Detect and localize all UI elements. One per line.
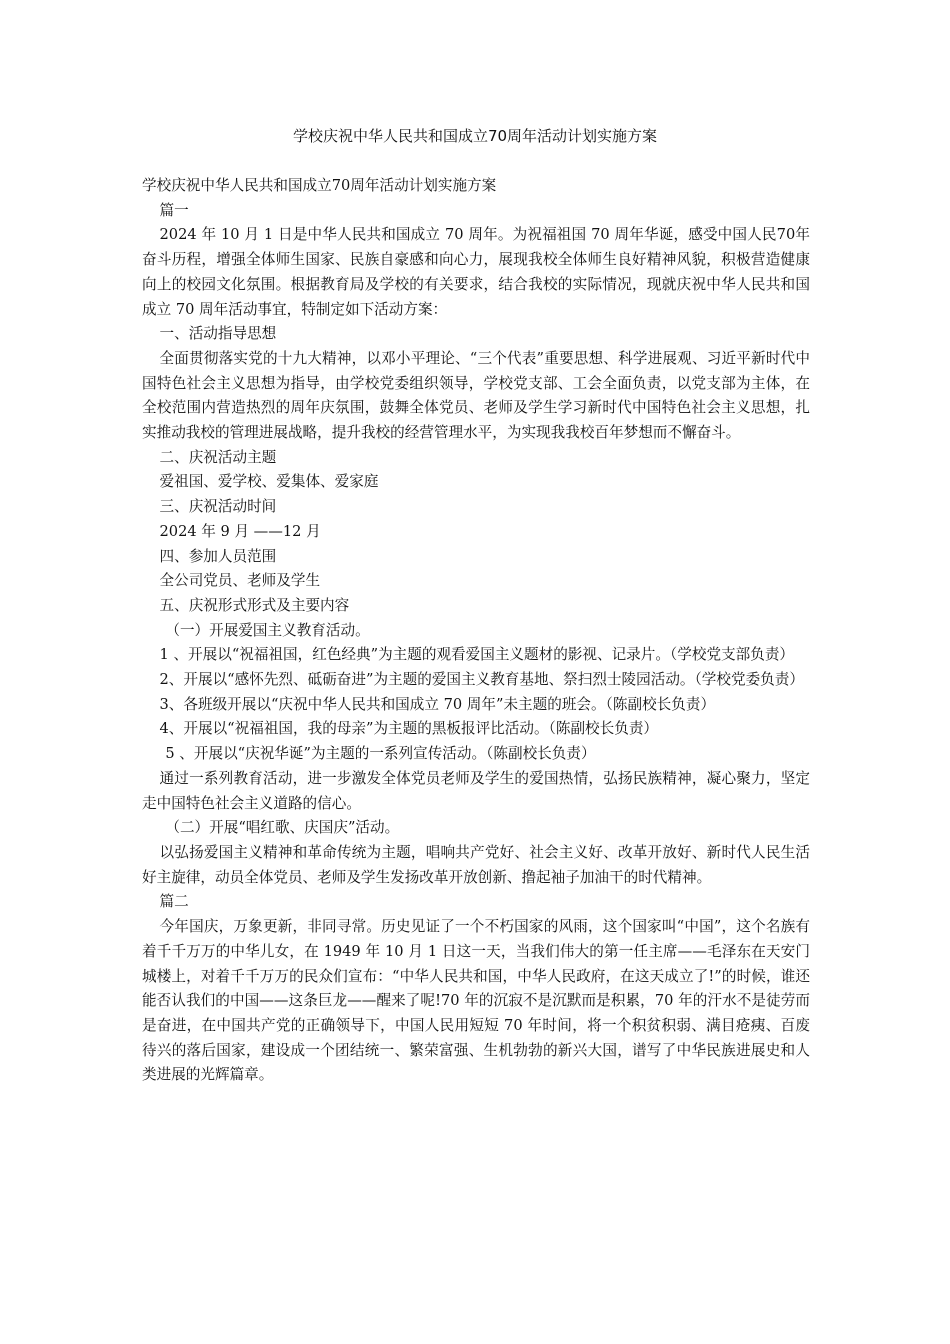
heading-forms-content: 五、庆祝形式形式及主要内容 — [159, 596, 350, 614]
heading-activity-time: 三、庆祝活动时间 — [159, 498, 277, 516]
guiding-ideology-paragraph: 全面贯彻落实党的十九大精神，以邓小平理论、“三个代表”重要思想、科学进展观、习近平新时代中国特色社会主义思想为指导，由学校党委组织领导，学校党支部、工会全面负责，以党支部为主体，在全校范围内营造热烈的周年庆氛围，鼓舞全体党员、老师及学生学习新时代中国特色社会主义思想，扎实推动我校的管理进展战略，提升我校的经营管理水平，为实现我我校百年梦想而不懈奋斗。 — [142, 349, 810, 442]
activity-theme-paragraph: 爱祖国、爱学校、爱集体、爱家庭 — [159, 473, 379, 491]
list-item-4: 4、开展以“祝福祖国，我的母亲”为主题的黑板报评比活动。（陈副校长负责） — [159, 720, 659, 738]
participants-paragraph: 全公司党员、老师及学生 — [159, 572, 321, 590]
document-body — [142, 174, 810, 1088]
subtitle-paragraph: 学校庆祝中华人民共和国成立70周年活动计划实施方案 — [142, 177, 497, 194]
subheading-red-songs: （二）开展“唱红歌、庆国庆”活动。 — [165, 819, 400, 837]
section-label-part-two: 篇二 — [159, 893, 189, 911]
heading-activity-theme: 二、庆祝活动主题 — [159, 448, 277, 466]
section-label-part-one: 篇一 — [159, 201, 189, 219]
list-item-2: 2、开展以“感怀先烈、砥砺奋进”为主题的爱国主义教育基地、祭扫烈士陵园活动。（学校党委负责） — [159, 671, 804, 689]
page-title: 学校庆祝中华人民共和国成立70周年活动计划实施方案 — [292, 127, 658, 145]
education-summary-paragraph: 通过一系列教育活动，进一步激发全体党员老师及学生的爱国热情，弘扬民族精神，凝心聚力，坚定走中国特色社会主义道路的信心。 — [142, 769, 810, 812]
activity-time-paragraph: 2024 年 9 月 ——12 月 — [159, 522, 321, 540]
intro-paragraph: 2024 年 10 月 1 日是中华人民共和国成立 70 周年。为祝福祖国 70 周年华诞，感受中国人民70年奋斗历程，增强全体师生国家、民族自豪感和向心力，展现我校全体师生良好精神风貌，积极营造健康向上的校园文化氛围。根据教育局及学校的有关要求，结合我校的实际情况，现就庆祝中华人民共和国成立 70 周年活动事宜，特制定如下活动方案： — [142, 226, 810, 318]
list-item-1: 1 、开展以“祝福祖国，红色经典”为主题的观看爱国主义题材的影视、记录片。（学校党支部负责） — [159, 646, 795, 664]
red-songs-paragraph: 以弘扬爱国主义精神和革命传统为主题，唱响共产党好、社会主义好、改革开放好、新时代人民生活好主旋律，动员全体党员、老师及学生发扬改革开放创新、撸起袖子加油干的时代精神。 — [142, 843, 810, 886]
list-item-5: 5 、开展以“庆祝华诞”为主题的一系列宣传活动。（陈副校长负责） — [165, 745, 596, 763]
heading-participants: 四、参加人员范围 — [159, 547, 277, 565]
part-two-paragraph: 今年国庆，万象更新，非同寻常。历史见证了一个不朽国家的风雨，这个国家叫“中国”，这个名族有着千千万万的中华儿女，在 1949 年 10 月 1 日这一天，当我们伟大的第一任主席——毛泽东在天安门城楼上，对着千千万万的民众们宣布：“中华人民共和国，中华人民政府，在这天成立了!”的时候，谁还能否认我们的中国——这条巨龙——醒来了呢!70 年的沉寂不是沉默而是积累，70 年的汗水不是徒劳而是奋进，在中国共产党的正确领导下，中国人民用短短 70 年时间，将一个积贫积弱、满目疮痍、百废待兴的落后国家，建设成一个团结统一、繁荣富强、生机勃勃的新兴大国，谱写了中华民族进展史和人类进展的光辉篇章。 — [142, 918, 810, 1084]
list-item-3: 3、各班级开展以“庆祝中华人民共和国成立 70 周年”未主题的班会。（陈副校长负责） — [159, 695, 716, 713]
heading-guiding-ideology: 一、活动指导思想 — [159, 325, 277, 343]
subheading-patriotic-education: （一）开展爱国主义教育活动。 — [165, 621, 370, 639]
